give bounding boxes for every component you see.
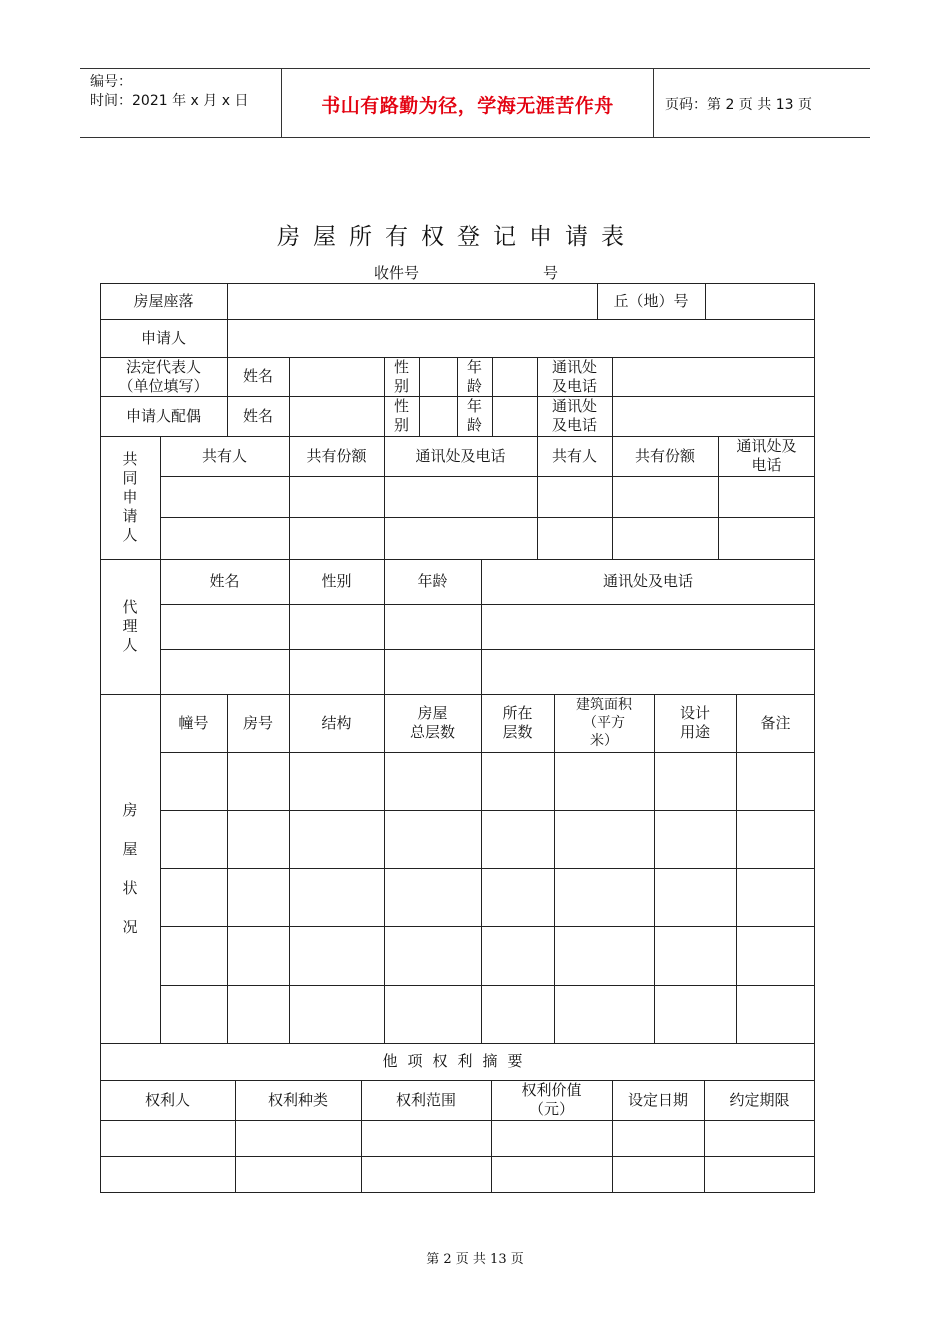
agent-age-header: 年龄 [417, 572, 448, 590]
gender-label: 性 别 [393, 357, 409, 395]
row-line [160, 752, 815, 753]
structure-header: 结构 [321, 713, 352, 732]
floor-area-header: 建筑面积 （平方 米） [576, 697, 632, 749]
co-owner-header: 共有人 [551, 446, 597, 465]
spouse-contact-field[interactable] [612, 396, 815, 436]
building-number-header: 幢号 [178, 713, 209, 732]
legal-rep-contact-field[interactable] [612, 357, 815, 396]
co-contact-header: 通讯处及 电话 [736, 437, 797, 474]
time-label: 时间：2021 年 x 月 x 日 [90, 93, 249, 109]
legal-rep-age-field[interactable] [492, 357, 537, 396]
page-header [80, 68, 870, 138]
other-rights-title: 他项权利摘要 [382, 1052, 533, 1070]
spouse-gender-field[interactable] [419, 396, 457, 436]
page-footer: 第 2 页 共 13 页 [426, 1252, 524, 1267]
agent-contact-header: 通讯处及电话 [602, 572, 693, 590]
agent-gender-header: 性别 [321, 572, 352, 590]
gender-label: 性 别 [393, 397, 409, 434]
agreed-term-header: 约定期限 [729, 1090, 790, 1109]
contact-label: 通讯处 及电话 [551, 397, 597, 434]
co-owner-header: 共有人 [201, 446, 247, 465]
applicant-field[interactable] [227, 319, 815, 357]
co-applicant-section-label: 共 同 申 请 人 [122, 450, 138, 544]
right-scope-header: 权利范围 [395, 1090, 456, 1109]
spouse-name-field[interactable] [289, 396, 384, 436]
header-motto: 书山有路勤为径，学海无涯苦作舟 [321, 95, 614, 117]
row-line [160, 868, 815, 869]
header-meta [90, 73, 248, 111]
house-location-label: 房屋座落 [133, 291, 194, 310]
co-share-header: 共有份额 [634, 446, 695, 465]
total-floors-header: 房屋 总层数 [409, 704, 455, 741]
co-contact-header: 通讯处及电话 [415, 446, 506, 465]
lot-number-label: 丘（地）号 [613, 291, 689, 310]
row-line [160, 985, 815, 986]
row-line [160, 810, 815, 811]
remarks-header: 备注 [760, 713, 791, 732]
row-line [100, 1120, 815, 1121]
name-label: 姓名 [242, 406, 273, 425]
row-line [160, 476, 815, 477]
right-value-header: 权利价值 （元） [521, 1081, 582, 1118]
right-type-header: 权利种类 [267, 1090, 328, 1109]
row-line [160, 604, 815, 605]
row-line [160, 649, 815, 650]
legal-rep-gender-field[interactable] [419, 357, 457, 396]
name-label: 姓名 [242, 367, 273, 385]
design-use-header: 设计 用途 [679, 704, 710, 741]
receipt-number-label: 收件号 [374, 264, 420, 282]
number-label: 编号： [90, 74, 132, 90]
set-date-header: 设定日期 [627, 1090, 688, 1109]
header-divider [653, 69, 654, 137]
house-section-label: 房 屋 状 况 [122, 800, 138, 936]
right-holder-header: 权利人 [144, 1090, 190, 1109]
receipt-number-suffix: 号 [543, 264, 559, 282]
row-line [160, 926, 815, 927]
floor-header: 所在 层数 [502, 704, 533, 741]
legal-representative-label: 法定代表人 （单位填写） [118, 357, 209, 395]
header-page-info: 页码：第 2 页 共 13 页 [665, 97, 812, 113]
lot-number-field[interactable] [705, 283, 815, 319]
row-line [160, 517, 815, 518]
legal-rep-name-field[interactable] [289, 357, 384, 396]
age-label: 年 龄 [466, 357, 482, 395]
row-line [100, 1156, 815, 1157]
applicant-label: 申请人 [140, 328, 186, 347]
contact-label: 通讯处 及电话 [551, 357, 597, 395]
co-share-header: 共有份额 [306, 446, 367, 465]
form-title: 房屋所有权登记申请表 [277, 224, 637, 250]
house-location-field[interactable] [227, 283, 597, 319]
agent-section-label: 代 理 人 [122, 598, 138, 654]
spouse-age-field[interactable] [492, 396, 537, 436]
agent-name-header: 姓名 [209, 572, 240, 590]
room-number-header: 房号 [242, 713, 273, 732]
spouse-label: 申请人配偶 [125, 406, 201, 425]
age-label: 年 龄 [466, 397, 482, 434]
